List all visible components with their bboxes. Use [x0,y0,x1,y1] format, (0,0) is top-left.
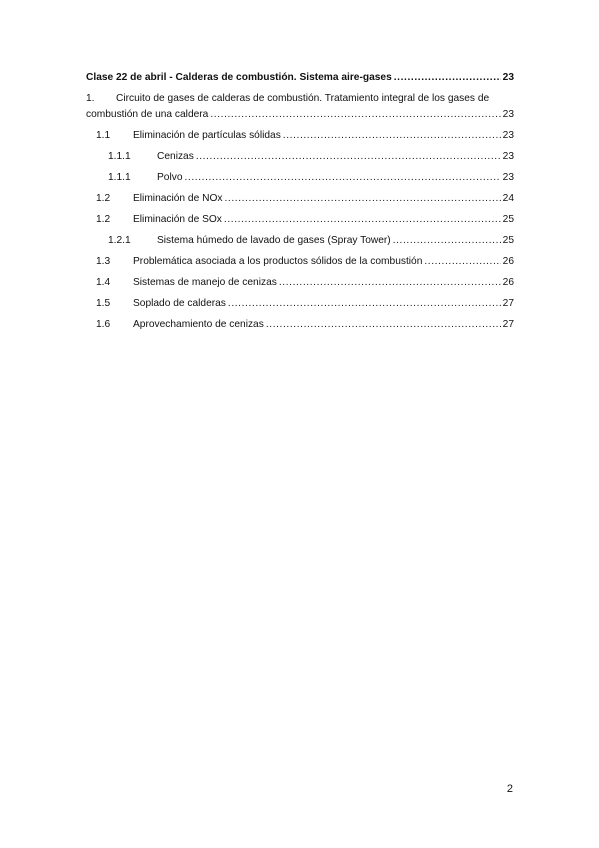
toc-entry-number: 1.5 [96,298,111,309]
toc-entry-1-6[interactable] [86,317,514,338]
toc-entry-number: 1.2 [96,214,111,225]
toc-leader-dots [224,191,500,207]
toc-leader-dots [224,212,501,228]
toc-entry-title: Eliminación de NOx [133,193,223,204]
toc-entry-page: 25 [502,235,514,246]
toc-entry-1-5[interactable] [86,296,514,317]
toc-entry-number: 1.4 [96,277,111,288]
table-of-contents [86,70,514,338]
toc-leader-dots [196,149,501,165]
toc-entry-page: 27 [502,298,514,309]
toc-entry-title: Polvo [157,172,183,183]
toc-entry-title: Sistema húmedo de lavado de gases (Spray Tower) [157,235,391,246]
toc-entry-page: 23 [502,151,514,162]
toc-leader-dots [283,128,501,144]
toc-entry-page: 24 [502,193,514,204]
toc-entry-number: 1. [86,93,95,104]
toc-leader-dots [228,296,501,312]
toc-leader-dots [424,254,500,270]
toc-entry-page: 23 [502,72,514,83]
toc-entry-page: 27 [502,319,514,330]
toc-entry-number: 1.1.1 [108,151,131,162]
toc-entry-1-2-nox[interactable] [86,191,514,212]
toc-entry-section-1[interactable] [86,91,514,128]
page-number: 2 [506,783,513,795]
toc-entry-number: 1.6 [96,319,111,330]
toc-entry-1-1[interactable] [86,128,514,149]
toc-entry-page: 26 [502,277,514,288]
toc-entry-number: 1.2.1 [108,235,131,246]
toc-entry-1-1-1-polvo[interactable] [86,170,514,191]
toc-entry-title: Problemática asociada a los productos sólidos de la combustión [133,256,423,267]
toc-entry-1-3[interactable] [86,254,514,275]
toc-leader-dots [266,317,501,333]
toc-entry-1-1-1-cenizas[interactable] [86,149,514,170]
toc-entry-page: 23 [502,130,514,141]
toc-entry-page: 26 [502,256,514,267]
toc-entry-1-2-1[interactable] [86,233,514,254]
toc-entry-title-line1: Circuito de gases de calderas de combustión. Tratamiento integral de los gases de [116,93,490,104]
toc-entry-heading[interactable] [86,70,514,91]
toc-entry-page: 23 [502,172,514,183]
toc-entry-number: 1.2 [96,193,111,204]
toc-entry-page: 25 [502,214,514,225]
toc-entry-1-2-sox[interactable] [86,212,514,233]
toc-entry-title: Clase 22 de abril - Calderas de combustión. Sistema aire-gases [86,72,392,83]
toc-leader-dots [279,275,501,291]
toc-leader-dots [210,107,500,123]
toc-entry-title: Eliminación de SOx [133,214,222,225]
toc-entry-number: 1.1 [96,130,111,141]
toc-entry-title: Soplado de calderas [133,298,226,309]
toc-entry-page: 23 [502,109,514,120]
toc-leader-dots [394,70,501,86]
toc-leader-dots [184,170,500,186]
toc-entry-title: Aprovechamiento de cenizas [133,319,264,330]
toc-entry-number: 1.3 [96,256,111,267]
toc-entry-number: 1.1.1 [108,172,131,183]
toc-entry-title-line2: combustión de una caldera [86,109,209,120]
toc-entry-title: Eliminación de partículas sólidas [133,130,281,141]
toc-entry-title: Sistemas de manejo de cenizas [133,277,277,288]
toc-entry-title: Cenizas [157,151,194,162]
toc-leader-dots [393,233,501,249]
toc-entry-1-4[interactable] [86,275,514,296]
